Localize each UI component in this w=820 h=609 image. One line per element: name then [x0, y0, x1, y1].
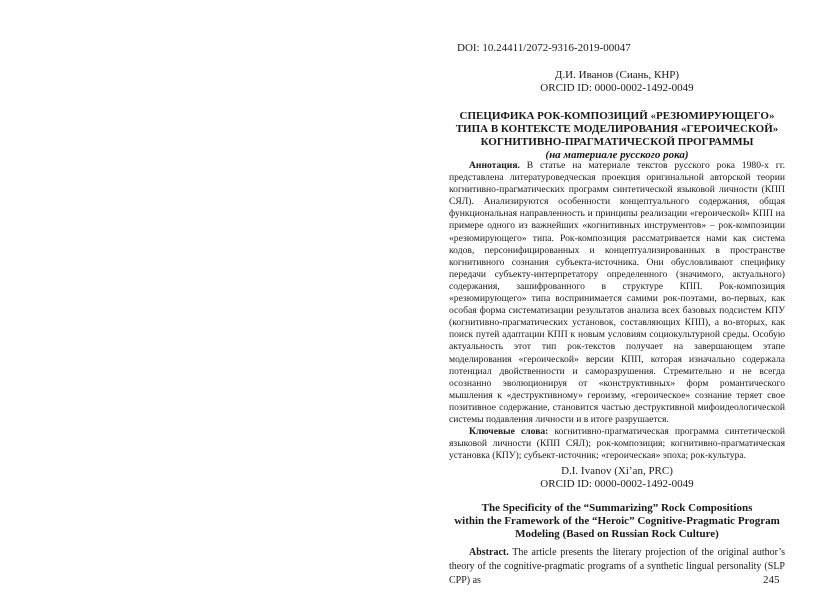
ru-keywords-paragraph — [449, 426, 785, 462]
doi-line: DOI: 10.24411/2072-9316-2019-00047 — [457, 42, 631, 54]
en-title-line: Modeling (Based on Russian Rock Culture) — [515, 528, 719, 540]
en-orcid: ORCID ID: 0000-0002-1492-0049 — [540, 478, 694, 490]
ru-title-line: КОГНИТИВНО-ПРАГМАТИЧЕСКОЙ ПРОГРАММЫ — [480, 136, 754, 148]
en-abstract — [449, 546, 785, 588]
ru-abstract — [449, 160, 785, 462]
en-author: D.I. Ivanov (Xi’an, PRC) — [561, 465, 673, 477]
ru-abstract-paragraph — [449, 160, 785, 426]
en-title-line: The Specificity of the “Summarizing” Rock Compositions — [481, 502, 753, 514]
en-abstract-text: The article presents the literary projection of the original author’s theory of the cognitive-pragmatic programs of a synthetic lingual personality (SLP CPP) as — [449, 547, 785, 586]
page-number: 245 — [763, 574, 780, 586]
ru-author-block — [449, 69, 785, 95]
ru-orcid: ORCID ID: 0000-0002-1492-0049 — [540, 82, 694, 94]
ru-abstract-label: Аннотация. — [469, 160, 520, 171]
ru-subtitle: (на материале русского рока) — [545, 149, 689, 161]
ru-title-line: ТИПА В КОНТЕКСТЕ МОДЕЛИРОВАНИЯ «ГЕРОИЧЕСКОЙ» — [455, 123, 779, 135]
ru-abstract-text: В статье на материале текстов русского рока 1980-х гг. представлена литературоведческая проекция оригинальной авторской теории когнитивно-прагматических программ синтетической языковой личности (КПП СЯЛ). Анализируются особенности концептуального содержания, общая функциональная направленность и принципы реализации «героической» КПП на примере одного из важнейших «когнитивных инструментов» – рок-композиции «резюмирующего» типа. Рок-композиция рассматривается нами как система кодов, персонифицированных и концептуализированных в пространстве когнитивного сознания субъекта-источника. Они обусловливают специфику передачи субъекту-интерпретатору определенного (значимого, актуального) содержания, зашифрованного в структуре КПП. Рок-композиция «резюмирующего» типа воспринимается самими рок-поэтами, во-первых, как особая форма систематизации результатов анализа всех базовых подсистем КПУ (когнитивно-прагматических установок, составляющих КПП), а во-вторых, как поиск путей адаптации КПП к новым условиям социокультурной среды. Особую актуальность этот тип рок-текстов получает на завершающем этапе моделирования «героической» версии КПП, которая изначально содержала потенциал двойственности и саморазрушения. Стремительно и не всегда осознанно эволюционируя от «конструктивных» форм романтического мышления к «деструктивному» героизму, «героическое» сознание теряет свое позитивное содержание, становится частью деструктивной мифоидеологической системы подавления личности и в итоге разрушается. — [449, 160, 785, 425]
en-title — [449, 502, 785, 541]
ru-author: Д.И. Иванов (Сиань, КНР) — [554, 69, 680, 81]
en-abstract-paragraph — [449, 546, 785, 588]
en-author-block — [449, 465, 785, 491]
en-abstract-label: Abstract. — [469, 547, 509, 558]
en-title-line: within the Framework of the “Heroic” Cognitive-Pragmatic Program — [454, 515, 780, 527]
ru-keywords-text: когнитивно-прагматическая программа синтетической языковой личности (КПП СЯЛ); рок-композиция; когнитивно-прагматическая установка (КПУ); субъект-источник; «героическая» эпоха; рок-культура. — [449, 426, 785, 462]
ru-title — [449, 110, 785, 162]
ru-keywords-label: Ключевые слова: — [469, 426, 549, 438]
ru-title-line: СПЕЦИФИКА РОК-КОМПОЗИЦИЙ «РЕЗЮМИРУЮЩЕГО» — [459, 110, 775, 122]
